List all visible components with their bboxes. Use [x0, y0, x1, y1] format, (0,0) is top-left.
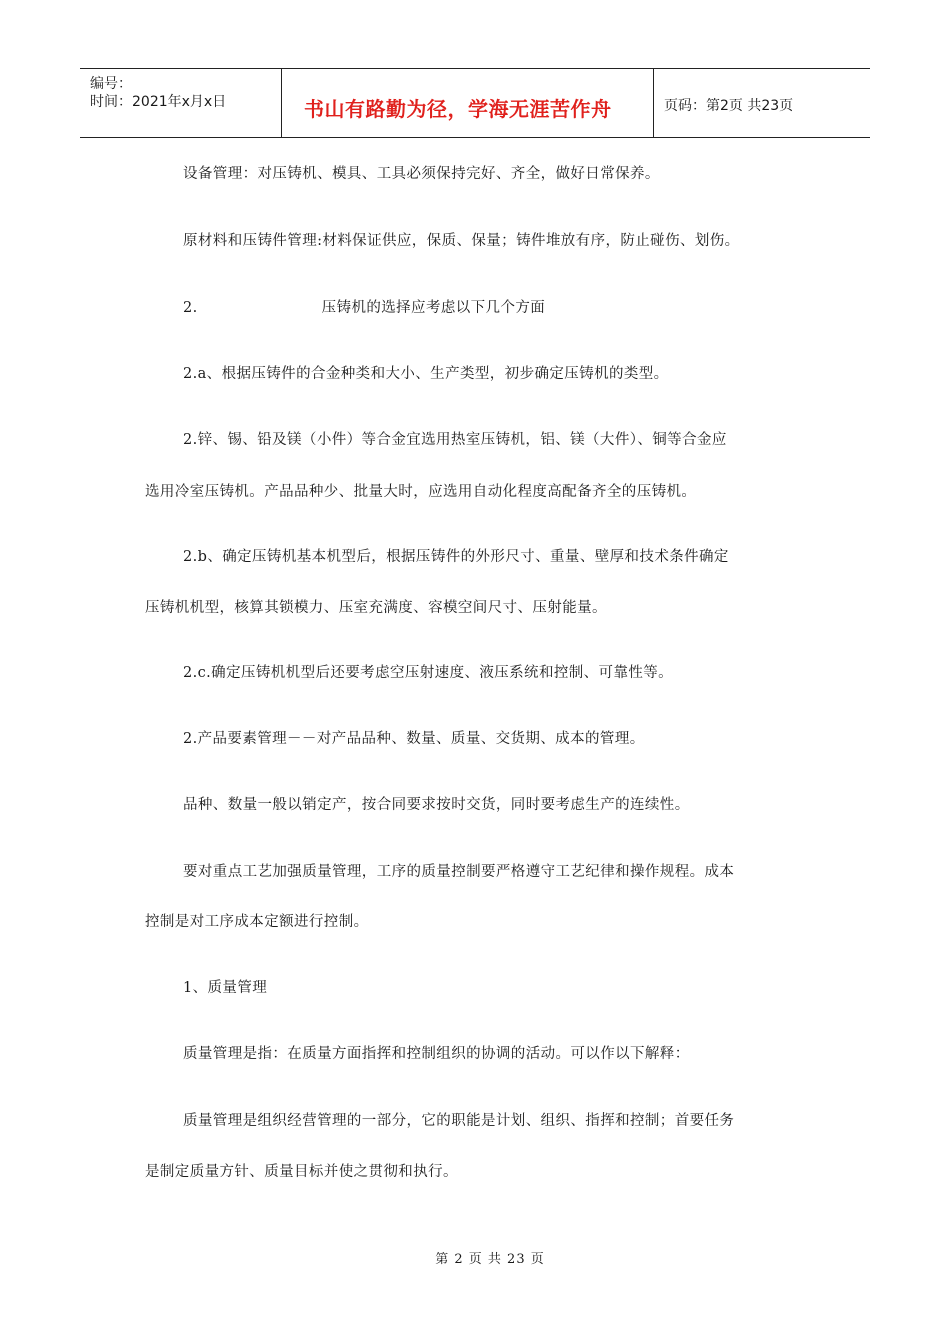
serial-label: 编号： [90, 76, 132, 92]
page-footer: 第 2 页 共 23 页 [435, 1252, 545, 1267]
paragraph-alloy-line2: 选用冷室压铸机。产品品种少、批量大时，应选用自动化程度高配备齐全的压铸机。 [145, 484, 697, 500]
header-page-cell [654, 69, 870, 137]
section-number: 2. [183, 300, 198, 316]
paragraph-quality-definition: 质量管理是指：在质量方面指挥和控制组织的协调的活动。可以作以下解释： [183, 1046, 690, 1062]
paragraph-process-line2: 控制是对工序成本定额进行控制。 [145, 914, 369, 930]
paragraph-product-elements: 2.产品要素管理－－对产品品种、数量、质量、交货期、成本的管理。 [183, 731, 645, 747]
paragraph-quality-role-line2: 是制定质量方针、质量目标并使之贯彻和执行。 [145, 1164, 458, 1180]
paragraph-quality-role-line1: 质量管理是组织经营管理的一部分，它的职能是计划、组织、指挥和控制；首要任务 [183, 1113, 735, 1129]
paragraph-2a: 2.a、根据压铸件的合金种类和大小、生产类型，初步确定压铸机的类型。 [183, 366, 669, 382]
paragraph-2b-line2: 压铸机机型，核算其锁模力、压室充满度、容模空间尺寸、压射能量。 [145, 600, 607, 616]
page-header [80, 68, 870, 138]
paragraph-variety-quantity: 品种、数量一般以销定产，按合同要求按时交货，同时要考虑生产的连续性。 [183, 797, 690, 813]
paragraph-2c: 2.c.确定压铸机机型后还要考虑空压射速度、液压系统和控制、可靠性等。 [183, 665, 674, 681]
paragraph-process-line1: 要对重点工艺加强质量管理，工序的质量控制要严格遵守工艺纪律和操作规程。成本 [183, 864, 735, 880]
header-motto: 书山有路勤为径，学海无涯苦作舟 [304, 97, 612, 121]
time-label: 时间：2021年x月x日 [90, 94, 227, 110]
paragraph-2b-line1: 2.b、确定压铸机基本机型后，根据压铸件的外形尺寸、重量、壁厚和技术条件确定 [183, 549, 729, 565]
section-heading-quality: 1、质量管理 [183, 980, 268, 996]
header-motto-cell [282, 69, 654, 137]
section-title: 压铸机的选择应考虑以下几个方面 [321, 300, 546, 316]
header-meta-cell [80, 69, 282, 137]
header-page-info: 页码：第2页 共23页 [664, 98, 794, 114]
paragraph-alloy-line1: 2.锌、锡、铅及镁（小件）等合金宜选用热室压铸机，铝、镁（大件）、铜等合金应 [183, 432, 727, 448]
section-heading-machine-selection [183, 296, 545, 317]
paragraph-equipment: 设备管理：对压铸机、模具、工具必须保持完好、齐全，做好日常保养。 [183, 166, 660, 182]
paragraph-materials: 原材料和压铸件管理:材料保证供应，保质、保量；铸件堆放有序，防止碰伤、划伤。 [183, 233, 740, 249]
